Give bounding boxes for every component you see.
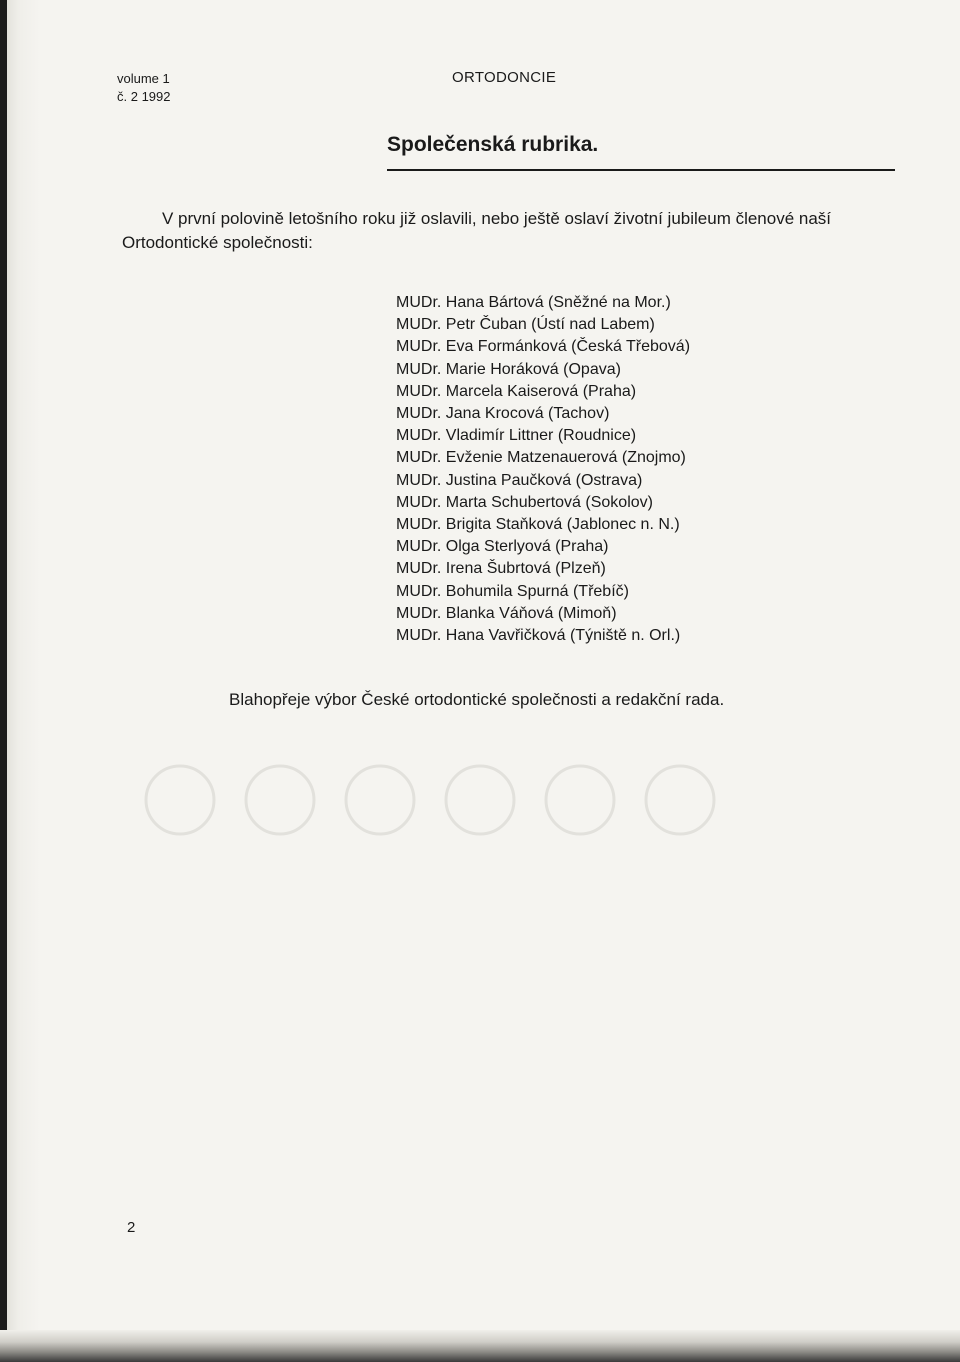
intro-paragraph: V první polovině letošního roku již oslavili, nebo ještě oslaví životní jubileum členové naší Ortodontické společnosti:	[122, 209, 832, 252]
list-item: MUDr. Eva Formánková (Česká Třebová)	[396, 338, 691, 356]
title-rule	[387, 169, 895, 171]
issue-info	[117, 70, 171, 106]
list-item: MUDr. Justina Paučková (Ostrava)	[396, 471, 643, 489]
list-item: MUDr. Marie Horáková (Opava)	[396, 360, 621, 378]
list-item: MUDr. Blanka Váňová (Mimoň)	[396, 604, 617, 622]
list-item: MUDr. Evženie Matzenauerová (Znojmo)	[396, 449, 686, 467]
page-number: 2	[127, 1219, 136, 1236]
list-item: MUDr. Petr Čuban (Ústí nad Labem)	[396, 316, 655, 334]
list-item: MUDr. Marta Schubertová (Sokolov)	[396, 493, 653, 511]
list-item: MUDr. Brigita Staňková (Jablonec n. N.)	[396, 516, 680, 534]
show-through-shapes	[140, 760, 760, 840]
list-item: MUDr. Hana Vavřičková (Týniště n. Orl.)	[396, 627, 681, 645]
closing-line: Blahopřeje výbor České ortodontické společnosti a redakční rada.	[229, 690, 725, 709]
list-item: MUDr. Bohumila Spurná (Třebíč)	[396, 582, 629, 600]
journal-name: ORTODONCIE	[452, 69, 557, 86]
section-title: Společenská rubrika.	[387, 133, 599, 156]
scan-left-edge	[0, 0, 7, 1362]
list-item: MUDr. Irena Šubrtová (Plzeň)	[396, 560, 606, 578]
list-item: MUDr. Olga Sterlyová (Praha)	[396, 538, 609, 556]
issue-label: č. 2 1992	[117, 89, 171, 104]
list-item: MUDr. Marcela Kaiserová (Praha)	[396, 382, 637, 400]
volume-label: volume 1	[117, 71, 170, 86]
list-item: MUDr. Jana Krocová (Tachov)	[396, 405, 610, 423]
list-item: MUDr. Vladimír Littner (Roudnice)	[396, 427, 637, 445]
scan-bottom-edge	[0, 1330, 960, 1362]
list-item: MUDr. Hana Bártová (Sněžné na Mor.)	[396, 294, 671, 311]
member-list	[396, 292, 690, 647]
